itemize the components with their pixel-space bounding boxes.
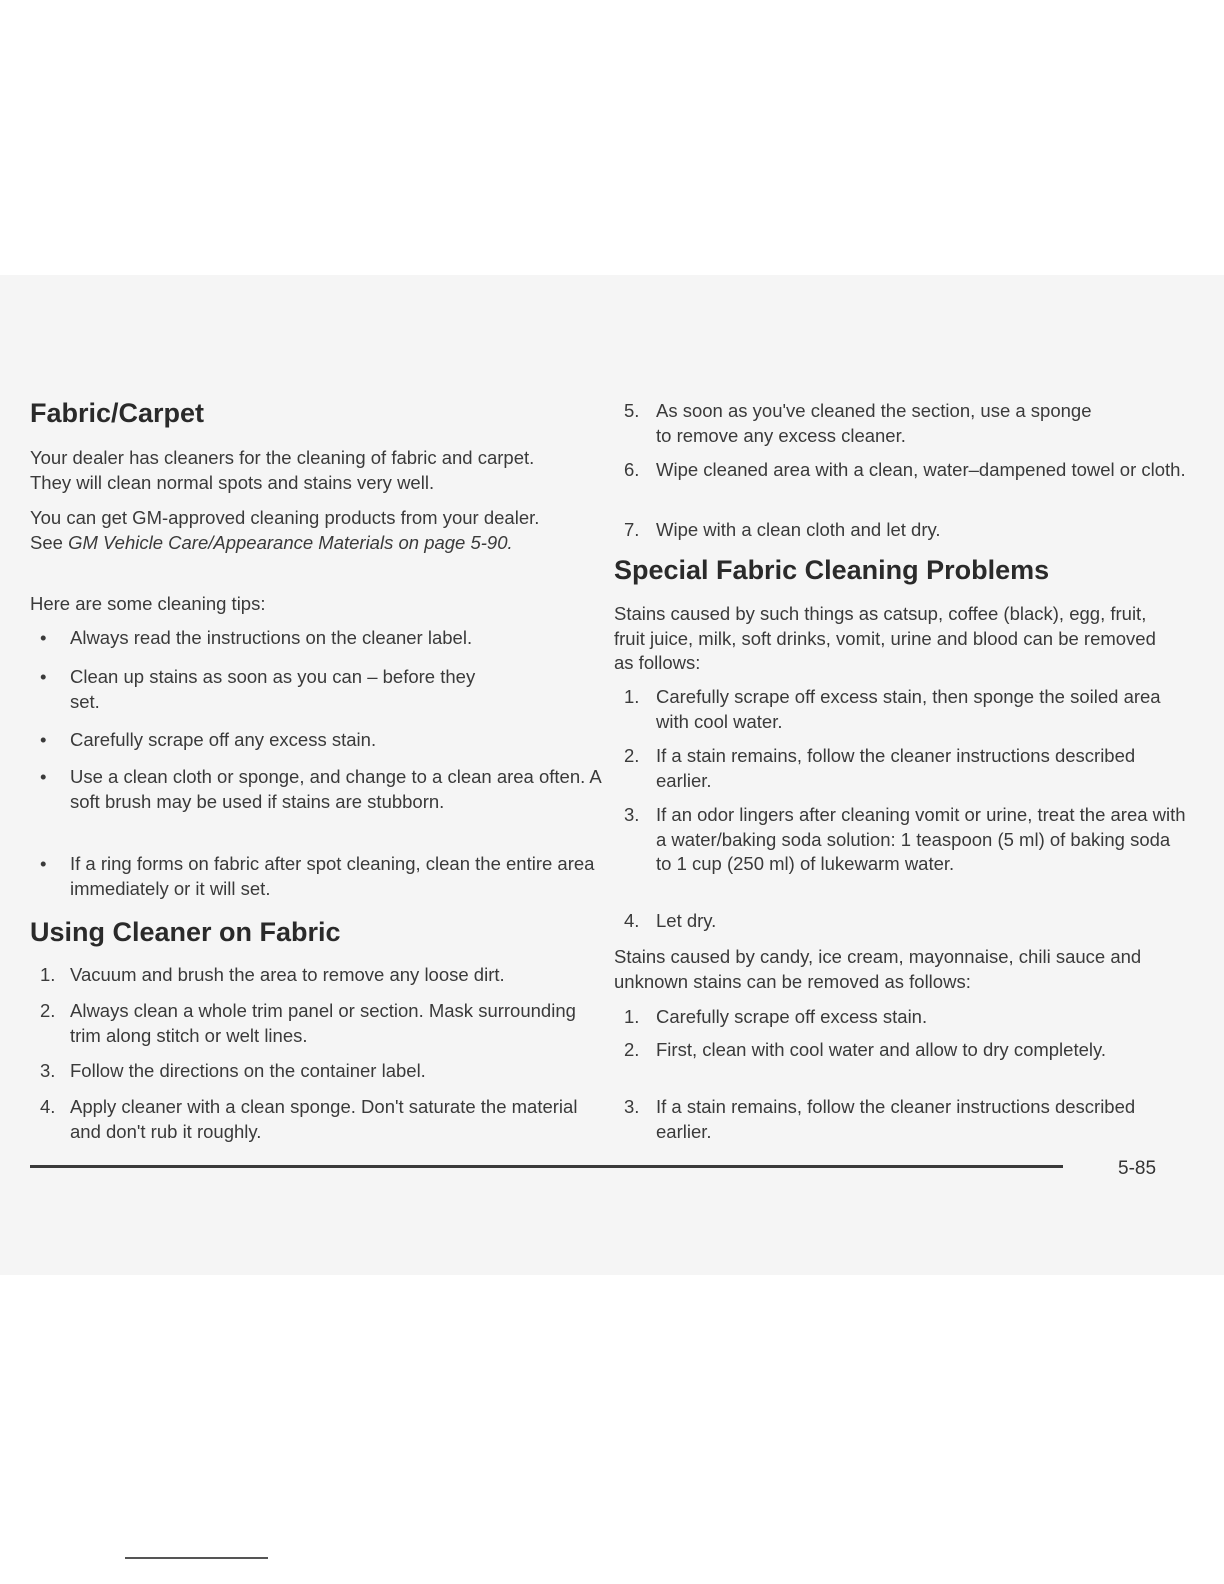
paragraph: Your dealer has cleaners for the cleaning of fabric and carpet. They will clean normal spots and stains very well. xyxy=(30,447,535,493)
text: If a stain remains, follow the cleaner instructions described earlier. xyxy=(656,1096,1136,1142)
step-item xyxy=(40,999,605,1048)
step-item xyxy=(624,1095,1136,1144)
step-number: 3. xyxy=(40,1060,56,1081)
step-item xyxy=(624,909,1186,934)
bullet-icon: • xyxy=(40,729,47,750)
step-item xyxy=(624,399,1106,448)
bullet-item xyxy=(40,765,605,814)
step-item xyxy=(624,744,1136,793)
step-item xyxy=(624,518,1186,543)
bullet-item xyxy=(40,626,605,651)
text: Vacuum and brush the area to remove any loose dirt. xyxy=(70,964,505,985)
paragraph: Here are some cleaning tips: xyxy=(30,593,266,614)
paragraph: Stains caused by candy, ice cream, mayonnaise, chili sauce and unknown stains can be removed as follows: xyxy=(614,946,1142,992)
step-item xyxy=(624,1005,1186,1030)
heading-special-fabric: Special Fabric Cleaning Problems xyxy=(614,555,1050,585)
step-number: 3. xyxy=(624,1096,640,1117)
step-number: 2. xyxy=(40,1000,56,1021)
step-item xyxy=(624,803,1186,877)
heading-using-cleaner: Using Cleaner on Fabric xyxy=(30,917,341,947)
step-number: 1. xyxy=(624,1006,640,1027)
text: Carefully scrape off any excess stain. xyxy=(70,729,377,750)
text: Clean up stains as soon as you can – before they set. xyxy=(70,666,476,712)
step-item xyxy=(40,963,605,988)
text: First, clean with cool water and allow to dry completely. xyxy=(656,1039,1107,1060)
step-number: 4. xyxy=(624,910,640,931)
bullet-icon: • xyxy=(40,666,47,687)
paragraph xyxy=(30,506,560,555)
step-number: 4. xyxy=(40,1096,56,1117)
step-number: 1. xyxy=(40,964,56,985)
step-item xyxy=(624,685,1186,734)
text: As soon as you've cleaned the section, use a sponge to remove any excess cleaner. xyxy=(656,400,1092,446)
text: If an odor lingers after cleaning vomit or urine, treat the area with a water/baking soda solution: 1 teaspoon (5 ml) of baking soda to 1 cup (250 ml) of lukewarm water. xyxy=(656,804,1186,874)
text: If a stain remains, follow the cleaner instructions described earlier. xyxy=(656,745,1136,791)
step-number: 7. xyxy=(624,519,640,540)
page-number: 5-85 xyxy=(1118,1158,1157,1179)
step-number: 6. xyxy=(624,459,640,480)
step-item xyxy=(40,1095,605,1144)
bullet-item xyxy=(40,852,605,901)
heading-fabric-carpet: Fabric/Carpet xyxy=(30,398,205,428)
bullet-icon: • xyxy=(40,853,47,874)
step-number: 2. xyxy=(624,745,640,766)
text: Always clean a whole trim panel or section. Mask surrounding trim along stitch or welt lines. xyxy=(70,1000,576,1046)
text: Wipe with a clean cloth and let dry. xyxy=(656,519,941,540)
text: Use a clean cloth or sponge, and change to a clean area often. A soft brush may be used if stains are stubborn. xyxy=(70,766,601,812)
paragraph: Stains caused by such things as catsup, coffee (black), egg, fruit, fruit juice, milk, soft drinks, vomit, urine and blood can be removed as follows: xyxy=(614,603,1156,673)
text: Always read the instructions on the cleaner label. xyxy=(70,627,473,648)
footnote-rule xyxy=(125,1557,268,1559)
step-item xyxy=(40,1059,605,1084)
footer-rule xyxy=(30,1165,1063,1168)
step-number: 5. xyxy=(624,400,640,421)
text: Wipe cleaned area with a clean, water–dampened towel or cloth. xyxy=(656,459,1186,480)
cross-reference-link[interactable]: GM Vehicle Care/Appearance Materials on page 5-90. xyxy=(68,531,513,553)
text: Let dry. xyxy=(656,910,717,931)
step-item xyxy=(624,458,1186,483)
bullet-item xyxy=(40,665,510,714)
text: Carefully scrape off excess stain. xyxy=(656,1006,928,1027)
bullet-icon: • xyxy=(40,627,47,648)
step-number: 3. xyxy=(624,804,640,825)
text: If a ring forms on fabric after spot cleaning, clean the entire area immediately or it will set. xyxy=(70,853,595,899)
step-number: 1. xyxy=(624,686,640,707)
step-number: 2. xyxy=(624,1039,640,1060)
text: Apply cleaner with a clean sponge. Don't saturate the material and don't rub it roughly. xyxy=(70,1096,578,1142)
text: You can get GM-approved cleaning products from your dealer. See xyxy=(30,507,540,553)
text: Follow the directions on the container label. xyxy=(70,1060,426,1081)
text: Carefully scrape off excess stain, then sponge the soiled area with cool water. xyxy=(656,686,1161,732)
step-item xyxy=(624,1038,1106,1063)
bullet-icon: • xyxy=(40,766,47,787)
bullet-item xyxy=(40,728,605,753)
